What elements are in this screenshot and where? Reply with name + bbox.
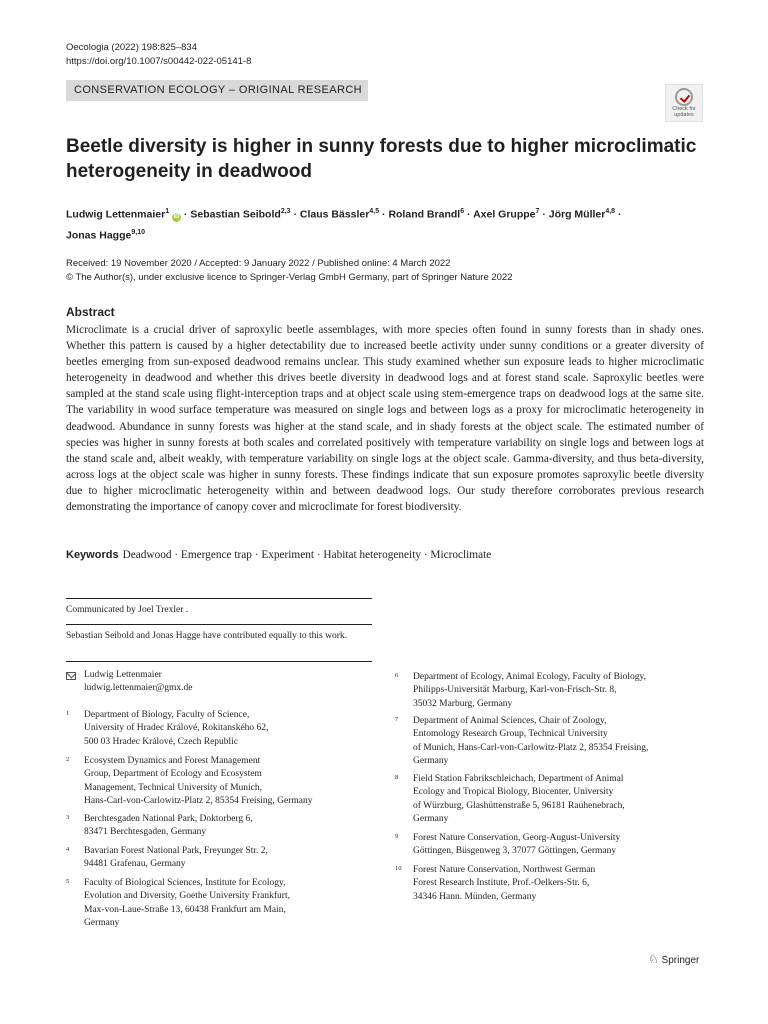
affiliation-text — [84, 877, 290, 930]
affiliation-number: 2 — [66, 756, 70, 763]
journal-citation: Oecologia (2022) 198:825–834 — [66, 42, 197, 53]
affiliation-line: 83471 Berchtesgaden, Germany — [84, 827, 207, 838]
orcid-icon[interactable]: iD — [173, 213, 180, 220]
affiliation-line: 34346 Hann. Münden, Germany — [413, 891, 537, 902]
author-name[interactable]: Axel Gruppe — [473, 208, 536, 221]
affiliation-line: University of Hradec Králové, Rokitanského 62, — [84, 723, 269, 734]
affiliation-text — [84, 755, 312, 808]
springer-horse-icon: ♘ — [648, 952, 659, 966]
affiliation-line: Group, Department of Ecology and Ecosystem — [84, 769, 262, 780]
affiliation-line: Field Station Fabrikschleichach, Department of Animal — [413, 774, 624, 784]
author-name[interactable]: Sebastian Seibold — [190, 208, 281, 221]
affiliation-number: 5 — [66, 878, 70, 885]
author-name[interactable]: Claus Bässler — [299, 208, 370, 221]
affiliation-number: 7 — [395, 716, 399, 723]
equal-contribution-note: Sebastian Seibold and Jonas Hagge have contributed equally to this work. — [66, 631, 347, 641]
article-title — [66, 134, 706, 184]
affiliation-number: 1 — [66, 710, 70, 717]
keywords-list: Deadwood · Emergence trap · Experiment · Habitat heterogeneity · Microclimate — [122, 549, 492, 561]
affiliation-line: Entomology Research Group, Technical University — [413, 729, 608, 740]
affiliation-line: of Würzburg, Glashüttenstraße 5, 96181 Rauhenebrach, — [413, 800, 625, 811]
envelope-icon — [66, 672, 76, 680]
affiliation-text — [413, 773, 625, 826]
title-line-1: Beetle diversity is higher in sunny forests due to higher microclimatic — [66, 136, 697, 157]
affiliation-line: of Munich, Hans-Carl-von-Carlowitz-Platz 2, 85354 Freising, — [413, 742, 649, 753]
publication-dates — [66, 257, 513, 285]
affiliation-line: Forest Nature Conservation, Georg-August-University — [413, 833, 621, 843]
author-name[interactable]: Jonas Hagge — [66, 229, 132, 241]
affiliation-line: Germany — [84, 917, 120, 928]
affiliation-text — [84, 845, 268, 872]
section-banner: CONSERVATION ECOLOGY – ORIGINAL RESEARCH — [66, 80, 368, 101]
keywords — [66, 549, 491, 561]
history-dates: Received: 19 November 2020 / Accepted: 9 January 2022 / Published online: 4 March 2022 — [66, 258, 451, 269]
footnote-divider — [66, 624, 372, 625]
corresponding-name: Ludwig Lettenmaier — [84, 670, 162, 680]
affiliation-number: 4 — [66, 846, 70, 853]
affiliation-text — [413, 832, 620, 859]
author-affil-sup: 7 — [535, 208, 540, 215]
author-affil-sup: 4,8 — [605, 208, 616, 215]
title-line-2: heterogeneity in deadwood — [66, 161, 312, 182]
author-affil-sup: 2,3 — [280, 208, 291, 215]
author-affil-sup: 4,5 — [369, 208, 380, 215]
affiliation-line: 35032 Marburg, Germany — [413, 698, 513, 709]
affiliation-text — [84, 813, 253, 840]
affiliation-line: Department of Ecology, Animal Ecology, Faculty of Biology, — [413, 672, 646, 682]
footnote-divider — [66, 661, 372, 662]
author-name[interactable]: Ludwig Lettenmaier — [66, 208, 166, 221]
affiliation-line: Bavarian Forest National Park, Freyunger Str. 2, — [84, 846, 268, 856]
author-list: Ludwig Lettenmaier$^1$ iD · Sebastian Seibold$^{2,3}$ · Claus Bässler$^{4,5}$ · Roland Brandl$^6$ · Axel Gruppe$^7$ · Jörg Müller$^{4,8}$ · Jonas Hagge$^{9,10}$ — [66, 208, 622, 241]
communicated-by: Communicated by Joel Trexler . — [66, 605, 189, 615]
affiliation-text — [413, 671, 646, 711]
check-updates-line2: updates — [674, 112, 694, 118]
author-affil-sup: 6 — [460, 208, 465, 215]
copyright-line: © The Author(s), under exclusive licence to Springer-Verlag GmbH Germany, part of Springer Nature 2022 — [66, 272, 513, 283]
affiliation-line: Forest Nature Conservation, Northwest German — [413, 865, 596, 875]
affiliation-line: Department of Biology, Faculty of Science, — [84, 710, 250, 720]
author-name[interactable]: Roland Brandl — [388, 208, 461, 221]
author-affil-sup: 1 — [165, 208, 170, 215]
affiliation-line: 94481 Grafenau, Germany — [84, 859, 186, 870]
affiliation-text — [84, 709, 268, 749]
check-updates-line1: Check for — [672, 106, 696, 112]
affiliation-line: Ecology and Tropical Biology, Biocenter, University — [413, 787, 614, 798]
affiliation-line: Management, Technical University of Munich, — [84, 782, 263, 793]
affiliation-number: 3 — [66, 814, 70, 821]
affiliation-line: Berchtesgaden National Park, Doktorberg 6, — [84, 814, 253, 824]
affiliation-line: Göttingen, Büsgenweg 3, 37077 Göttingen, Germany — [413, 846, 617, 857]
affiliation-line: Germany — [413, 813, 449, 824]
keywords-label: Keywords — [66, 549, 119, 561]
affiliation-line: Philipps-Universität Marburg, Karl-von-Frisch-Str. 8, — [413, 685, 617, 696]
publisher-name: Springer — [661, 955, 700, 966]
affiliation-line: Forest Research Institute, Prof.-Oelkers-Str. 6, — [413, 878, 590, 889]
affiliation-line: 500 03 Hradec Králové, Czech Republic — [84, 736, 239, 747]
corresponding-author — [84, 669, 192, 696]
affiliation-line: Max-von-Laue-Straße 13, 60438 Frankfurt am Main, — [84, 904, 286, 915]
author-affil-sup: 9,10 — [131, 228, 145, 236]
affiliation-line: Evolution and Diversity, Goethe University Frankfurt, — [84, 891, 290, 902]
affiliation-number: 6 — [395, 672, 399, 679]
affiliation-text — [413, 715, 648, 768]
affiliation-line: Department of Animal Sciences, Chair of Zoology, — [413, 716, 607, 726]
journal-info — [66, 41, 251, 69]
affiliation-line: Ecosystem Dynamics and Forest Management — [84, 756, 261, 766]
abstract-heading: Abstract — [66, 305, 115, 319]
author-name[interactable]: Jörg Müller — [548, 208, 606, 221]
affiliation-line: Faculty of Biological Sciences, Institute for Ecology, — [84, 878, 286, 888]
publisher-logo — [648, 952, 699, 966]
affiliation-number: 8 — [395, 774, 399, 781]
check-updates-icon — [675, 88, 693, 106]
abstract-text: Microclimate is a crucial driver of saproxylic beetle assemblages, with more species often found in sunny forests than in shady ones. Whether this pattern is caused by a higher detectability due to increased beetle activity under sunny conditions or a greater diversity of beetles emerging from sun-exposed deadwood remains unclear. This study examined whether sun exposure leads to higher microclimatic heterogeneity in deadwood and whether this drives beetle diversity in deadwood logs and at forest stand scale. Saproxylic beetles were sampled at the stand scale using flight-interception traps and at object scale using stem-emergence traps on deadwood logs at the same site. The variability in wood surface temperature was measured on single logs and between logs as a proxy for microclimatic heterogeneity in deadwood. Abundance in sunny forests was higher at the stand scale, and in shady forests at the object scale. The estimated number of species was higher in sunny forests at both scales and correlated positively with temperature variability on single logs and between logs at the stand scale and, albeit weakly, with temperature variability on single logs at the object scale. Gamma-diversity, and thus beta-diversity, across logs at the object scale was higher in sunny forests. These findings indicate that sun exposure promotes saproxylic beetle diversity due to higher microclimatic heterogeneity within and between deadwood logs. Our study therefore corroborates previous research demonstrating the importance of canopy cover and microclimate for forest biodiversity. — [66, 324, 704, 514]
affiliation-text — [413, 864, 595, 904]
footnote-divider — [66, 598, 372, 599]
affiliation-line: Germany — [413, 755, 449, 766]
affiliation-line: Hans-Carl-von-Carlowitz-Platz 2, 85354 Freising, Germany — [84, 795, 313, 806]
check-for-updates-badge[interactable] — [665, 84, 703, 122]
affiliation-number: 10 — [395, 865, 402, 872]
corresponding-email[interactable]: ludwig.lettenmaier@gmx.de — [84, 683, 193, 694]
affiliation-number: 9 — [395, 833, 399, 840]
doi-link[interactable]: https://doi.org/10.1007/s00442-022-05141-8 — [66, 56, 252, 67]
